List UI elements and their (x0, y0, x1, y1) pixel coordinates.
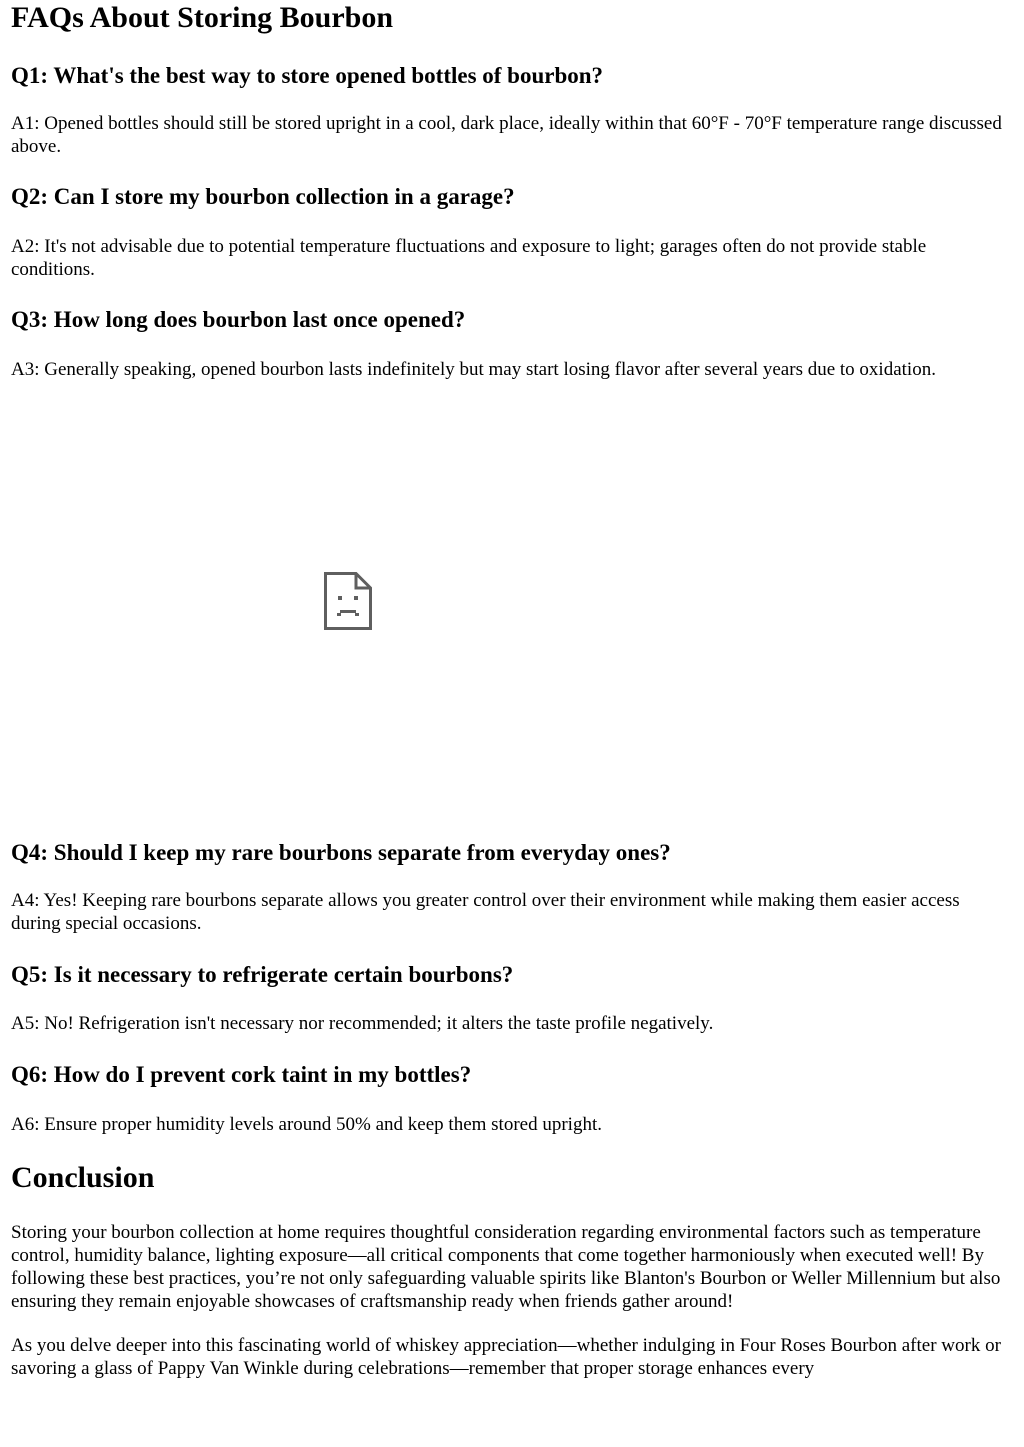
faq-answer-4: A4: Yes! Keeping rare bourbons separate allows you greater control over their environment while making them easier access during special occasions. (11, 890, 960, 934)
conclusion-paragraph-2: As you delve deeper into this fascinating world of whiskey appreciation—whether indulging in Four Roses Bourbon after work or savoring a glass of Pappy Van Winkle during celebrations—remember that proper storage enhances every (11, 1335, 1001, 1379)
faq-answer-1: A1: Opened bottles should still be stored upright in a cool, dark place, ideally within that 60°F - 70°F temperature range discussed above. (11, 113, 1002, 157)
conclusion-paragraph-1: Storing your bourbon collection at home requires thoughtful consideration regarding environmental factors such as temperature control, humidity balance, lighting exposure—all critical components that come together harmoniously when executed well! By following these best practices, you’re not only safeguarding valuable spirits like Blanton's Bourbon or Weller Millennium but also ensuring they remain enjoyable showcases of craftsmanship ready when friends gather around! (11, 1222, 1001, 1312)
conclusion-heading: Conclusion (11, 1161, 155, 1194)
faq-answer-2: A2: It's not advisable due to potential temperature fluctuations and exposure to light; garages often do not provide stable conditions. (11, 236, 927, 280)
broken-image-placeholder (11, 381, 1013, 832)
faq-answer-5: A5: No! Refrigeration isn't necessary nor recommended; it alters the taste profile negatively. (11, 1013, 714, 1034)
faq-answer-6: A6: Ensure proper humidity levels around 50% and keep them stored upright. (11, 1114, 602, 1135)
faq-heading: FAQs About Storing Bourbon (11, 1, 394, 34)
faq-question-3: Q3: How long does bourbon last once opened? (11, 307, 466, 332)
faq-question-1: Q1: What's the best way to store opened bottles of bourbon? (11, 63, 604, 88)
faq-answer-3: A3: Generally speaking, opened bourbon lasts indefinitely but may start losing flavor after several years due to oxidation. (11, 359, 936, 380)
article-page (0, 1, 1024, 1380)
faq-question-2: Q2: Can I store my bourbon collection in a garage? (11, 184, 515, 209)
broken-image-icon (324, 572, 372, 630)
faq-question-6: Q6: How do I prevent cork taint in my bottles? (11, 1062, 472, 1087)
faq-question-5: Q5: Is it necessary to refrigerate certain bourbons? (11, 962, 514, 987)
faq-question-4: Q4: Should I keep my rare bourbons separate from everyday ones? (11, 840, 671, 865)
